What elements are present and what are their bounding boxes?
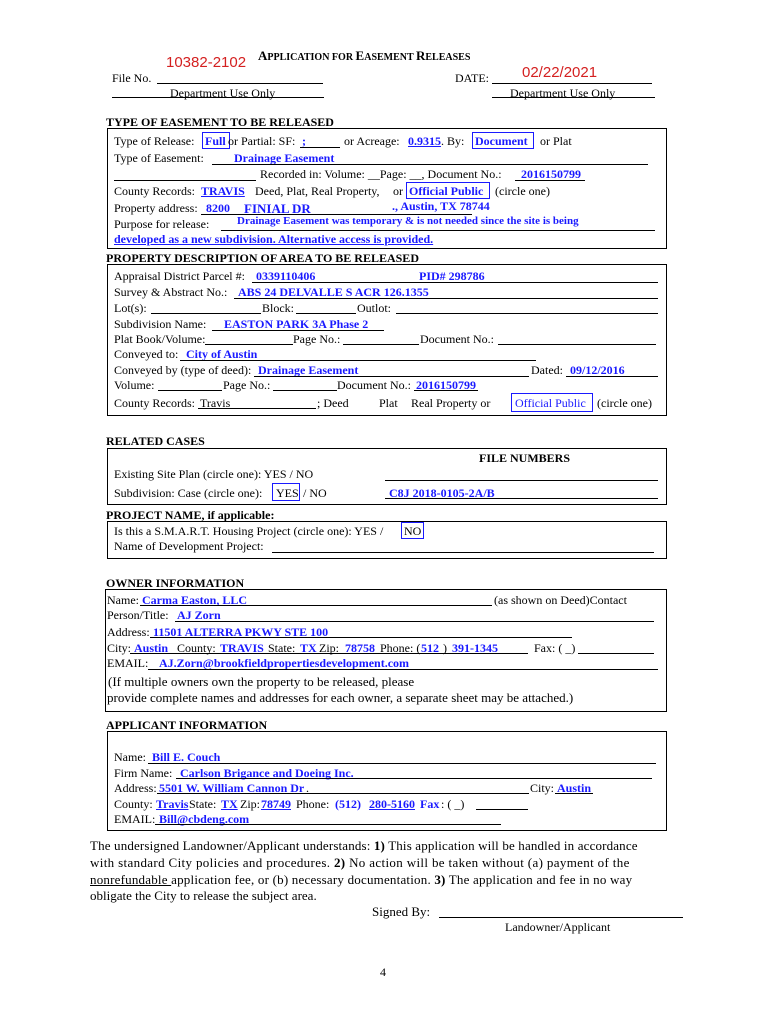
parcel-label: Appraisal District Parcel #:: [114, 269, 245, 283]
site-plan-question: Existing Site Plan (circle one): YES / NO: [114, 467, 314, 481]
owner-address-value[interactable]: 11501 ALTERRA PKWY STE 100: [153, 625, 329, 639]
applicant-email-label: EMAIL:: [114, 812, 156, 826]
person-title-label: Person/Title:: [107, 608, 169, 622]
applicant-zip-label: Zip:: [240, 797, 260, 811]
purpose-label: Purpose for release:: [114, 217, 210, 231]
owner-county-label: County:: [177, 641, 216, 655]
or-partial-label: or Partial: SF:: [228, 134, 296, 148]
or-acreage-label: or Acreage:: [344, 134, 400, 148]
easement-type-label: Type of Easement:: [114, 151, 204, 165]
understanding-line-2: with standard City policies and procedures. 2) No action will be taken without (a) payment of the: [90, 855, 630, 870]
conveyed-by-label: Conveyed by (type of deed):: [114, 363, 252, 377]
date-value[interactable]: 02/22/2021: [522, 64, 598, 81]
firm-name-value[interactable]: Carlson Brigance and Doeing Inc.: [180, 766, 354, 780]
property-section-heading: PROPERTY DESCRIPTION OF AREA TO BE RELEASED: [106, 251, 419, 265]
plat-book-label: Plat Book/Volume:: [114, 332, 206, 346]
applicant-county-label: County:: [114, 797, 153, 811]
applicant-heading: APPLICANT INFORMATION: [106, 718, 268, 732]
applicant-address-value[interactable]: 5501 W. William Cannon Dr: [159, 781, 305, 795]
date-label: DATE:: [455, 71, 489, 85]
property-address-label: Property address:: [114, 201, 198, 215]
dev-name-label: Name of Development Project:: [114, 539, 264, 553]
county-records-label: County Records:: [114, 184, 195, 198]
subdivision-value[interactable]: EASTON PARK 3A Phase 2: [224, 317, 369, 331]
page-no-label: Page No.:: [293, 332, 341, 346]
release-label: Type of Release:: [114, 134, 195, 148]
sf-value[interactable]: ;: [302, 134, 306, 148]
or-text: or: [393, 184, 403, 198]
address-city[interactable]: ., Austin, TX 78744: [392, 199, 490, 213]
dept-use-right: Department Use Only: [510, 86, 616, 100]
smart-no[interactable]: NO: [404, 524, 422, 538]
applicant-city-value[interactable]: Austin: [557, 781, 592, 795]
related-heading: RELATED CASES: [106, 434, 205, 448]
conveyed-to-label: Conveyed to:: [114, 347, 179, 361]
owner-phone-value[interactable]: 391-1345: [452, 641, 498, 655]
subdivision-case-yes[interactable]: YES: [276, 486, 299, 500]
owner-note-2: provide complete names and addresses for each owner, a separate sheet may be attached.): [107, 690, 574, 705]
applicant-email-value[interactable]: Bill@cbdeng.com: [159, 812, 250, 826]
owner-zip-value[interactable]: 78758: [345, 641, 375, 655]
signature-line[interactable]: [439, 917, 683, 918]
owner-name-value[interactable]: Carma Easton, LLC: [142, 593, 248, 607]
smart-question: Is this a S.M.A.R.T. Housing Project (circle one): YES /: [114, 524, 384, 538]
owner-state-label: State:: [268, 641, 296, 655]
landowner-applicant-label: Landowner/Applicant: [505, 920, 611, 934]
plat-option[interactable]: Plat: [379, 396, 398, 410]
owner-email-value[interactable]: AJ.Zorn@brookfieldpropertiesdevelopment.com: [159, 656, 410, 670]
owner-phone-area[interactable]: 512: [421, 641, 439, 655]
or-plat-label: or Plat: [540, 134, 572, 148]
conveyed-to-value[interactable]: City of Austin: [186, 347, 258, 361]
applicant-county-value[interactable]: Travis: [156, 797, 189, 811]
owner-name-label: Name:: [107, 593, 139, 607]
owner-phone-close: ): [443, 641, 447, 655]
circle-one-note: (circle one): [495, 184, 550, 198]
acreage-value[interactable]: 0.9315: [408, 134, 441, 148]
applicant-city-label: City:: [530, 781, 555, 795]
file-no-value[interactable]: 10382-2102: [166, 54, 247, 71]
by-label: . By:: [441, 134, 465, 148]
dated-value[interactable]: 09/12/2016: [570, 363, 625, 377]
outlot-label: Outlot:: [357, 301, 392, 315]
file-no-label: File No.: [112, 71, 152, 85]
applicant-address-dot: .: [306, 781, 309, 795]
official-public-option-2[interactable]: Official Public: [515, 396, 586, 410]
applicant-fax-label: Fax: [420, 797, 440, 811]
docno-label: Document No.:: [337, 378, 411, 392]
address-street[interactable]: FINIAL DR: [244, 201, 311, 216]
applicant-phone-number[interactable]: 280-5160: [369, 797, 415, 811]
as-shown-on-deed: (as shown on Deed)Contact: [494, 593, 627, 607]
county-records-label-2: County Records:: [114, 396, 195, 410]
survey-value[interactable]: ABS 24 DELVALLE S ACR 126.1355: [238, 285, 429, 299]
circle-one-note-2: (circle one): [597, 396, 652, 410]
applicant-state-value[interactable]: TX: [221, 797, 238, 811]
official-public-option[interactable]: Official Public: [409, 184, 484, 198]
pid-value[interactable]: PID# 298786: [419, 269, 485, 283]
document-no-label: Document No.:: [420, 332, 494, 346]
parcel-value[interactable]: 0339110406: [256, 269, 316, 283]
county-records-value-2[interactable]: Travis: [200, 396, 231, 410]
owner-state-value[interactable]: TX: [300, 641, 317, 655]
owner-county-value[interactable]: TRAVIS: [220, 641, 264, 655]
real-property-option[interactable]: Real Property or: [411, 396, 491, 410]
subdivision-label: Subdivision Name:: [114, 317, 207, 331]
easement-type-value[interactable]: Drainage Easement: [234, 151, 335, 165]
applicant-name-value[interactable]: Bill E. Couch: [152, 750, 221, 764]
signed-by-label: Signed By:: [372, 904, 431, 919]
recorded-document-no[interactable]: 2016150799: [521, 167, 581, 181]
understanding-line-1: The undersigned Landowner/Applicant understands: 1) This application will be handled in accordance: [90, 838, 638, 853]
deed-plat-rp: Deed, Plat, Real Property,: [255, 184, 380, 198]
owner-phone-label: Phone: (: [380, 641, 421, 655]
survey-label: Survey & Abstract No.:: [114, 285, 228, 299]
by-document[interactable]: Document: [475, 134, 528, 148]
applicant-state-label: State:: [189, 797, 217, 811]
owner-heading: OWNER INFORMATION: [106, 576, 245, 590]
person-title-value[interactable]: AJ Zorn: [177, 608, 221, 622]
project-heading: PROJECT NAME, if applicable:: [106, 508, 275, 522]
purpose-line-2[interactable]: developed as a new subdivision. Alternative access is provided.: [114, 232, 434, 246]
applicant-name-label: Name:: [114, 750, 146, 764]
lots-label: Lot(s):: [114, 301, 147, 315]
applicant-zip-value[interactable]: 78749: [261, 797, 291, 811]
subdivision-case-no[interactable]: / NO: [303, 486, 327, 500]
county-records-value[interactable]: TRAVIS: [201, 184, 245, 198]
owner-email-label: EMAIL:: [107, 656, 149, 670]
understanding-line-4: obligate the City to release the subject area.: [90, 888, 317, 903]
file-numbers-heading: FILE NUMBERS: [479, 451, 571, 465]
owner-zip-label: Zip:: [319, 641, 339, 655]
document-title: APPLICATION FOR EASEMENT RELEASES: [258, 48, 471, 63]
dated-label: Dated:: [531, 363, 563, 377]
case-number-value[interactable]: C8J 2018-0105-2A/B: [389, 486, 495, 500]
owner-fax: Fax: ( _): [534, 641, 576, 655]
subdivision-case-question: Subdivision: Case (circle one):: [114, 486, 263, 500]
release-full[interactable]: Full: [205, 134, 226, 148]
docno-value[interactable]: 2016150799: [416, 378, 476, 392]
purpose-line-1[interactable]: Drainage Easement was temporary & is not needed since the site is being: [237, 215, 579, 227]
conveyed-by-value[interactable]: Drainage Easement: [258, 363, 359, 377]
block-label: Block:: [262, 301, 294, 315]
applicant-address-label: Address:: [114, 781, 157, 795]
page-number: 4: [380, 965, 386, 979]
firm-name-label: Firm Name:: [114, 766, 173, 780]
owner-city-value[interactable]: Austin: [134, 641, 169, 655]
owner-city-label: City:: [107, 641, 132, 655]
owner-note-1: (If multiple owners own the property to be released, please: [108, 674, 415, 689]
type-section-heading: TYPE OF EASEMENT TO BE RELEASED: [106, 115, 334, 129]
applicant-phone-label: Phone:: [296, 797, 330, 811]
dept-use-left: Department Use Only: [170, 86, 276, 100]
recorded-in-label: Recorded in: Volume: __Page: __, Document No.:: [260, 167, 502, 181]
applicant-fax-value: : ( _): [441, 797, 465, 811]
page-label: Page No.:: [223, 378, 271, 392]
volume-label: Volume:: [114, 378, 155, 392]
owner-address-label: Address:: [107, 625, 150, 639]
understanding-line-3: nonrefundable application fee, or (b) necessary documentation. 3) The application and fee in no way: [90, 872, 633, 887]
deed-option[interactable]: ; Deed: [317, 396, 349, 410]
applicant-phone-area[interactable]: (512): [335, 797, 361, 811]
address-number[interactable]: 8200: [206, 201, 230, 215]
